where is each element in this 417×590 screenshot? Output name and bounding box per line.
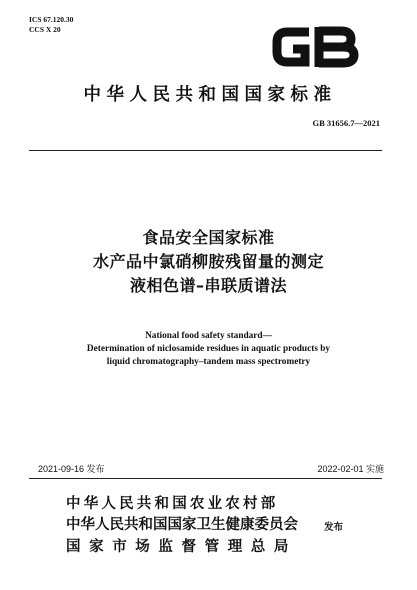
ics-code: ICS 67.120.30 <box>29 15 74 24</box>
standard-number: GB 31656.7—2021 <box>312 118 380 128</box>
footer-divider <box>29 478 382 479</box>
implementation-date: 2022-02-01 实施 <box>317 464 384 474</box>
gb-logo <box>269 22 361 72</box>
issue-date: 2021-09-16 发布 <box>38 464 105 474</box>
standard-type-heading: 中华人民共和国国家标准 <box>83 85 337 105</box>
title-en-line: National food safety standard— <box>145 331 272 341</box>
publish-label: 发布 <box>324 522 344 533</box>
title-en-line: liquid chromatography–tandem mass spectrometry <box>106 357 311 367</box>
ccs-code: CCS X 20 <box>29 25 61 34</box>
title-cn-line: 食品安全国家标准 <box>142 228 275 247</box>
issuer-health-commission: 中华人民共和国国家卫生健康委员会 <box>66 517 298 533</box>
issuer-ministry-agriculture: 中华人民共和国农业农村部 <box>66 496 279 512</box>
title-en-line: Determination of niclosamide residues in aquatic products by <box>86 344 331 354</box>
title-cn-line: 水产品中氯硝柳胺残留量的测定 <box>92 252 324 271</box>
header-divider <box>29 150 382 151</box>
issuer-market-regulation: 国家市场监督管理总局 <box>66 539 297 555</box>
title-cn-line: 液相色谱–串联质谱法 <box>129 276 287 295</box>
